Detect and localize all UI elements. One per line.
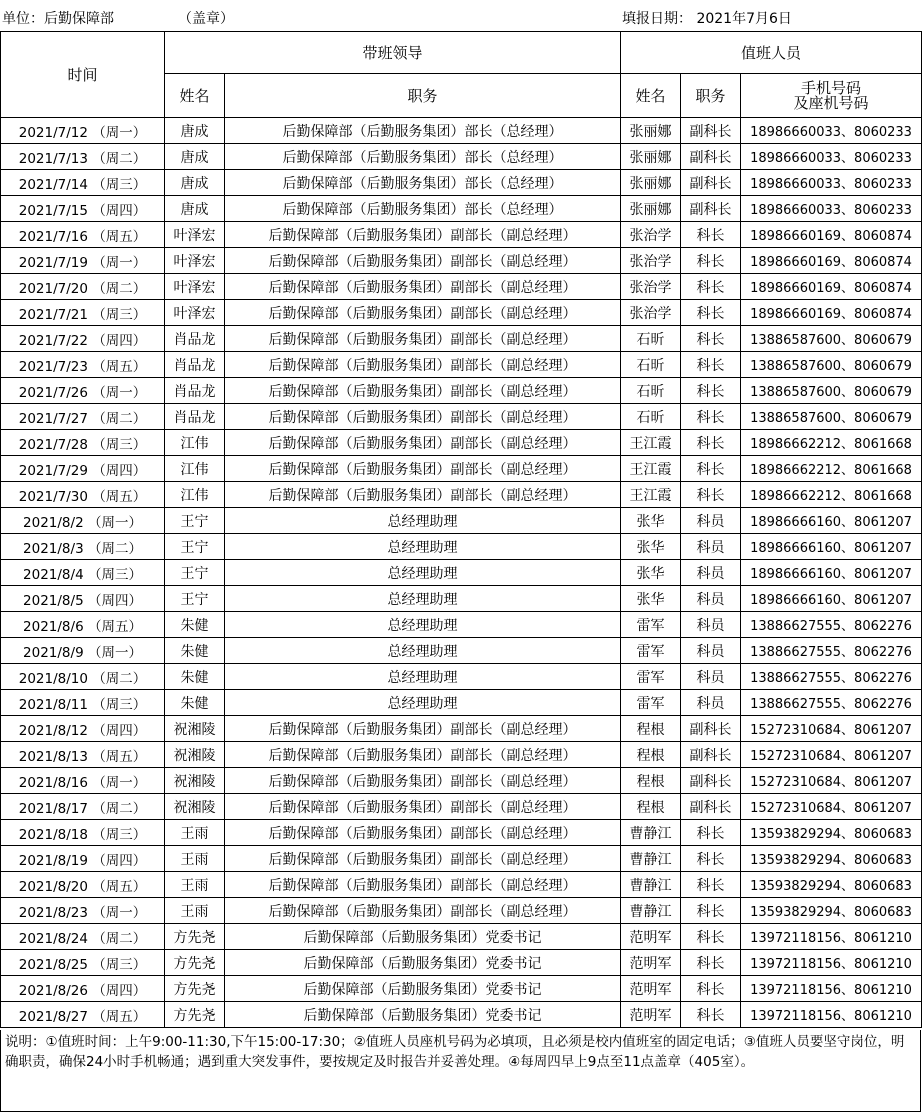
leader-name: 江伟 [165, 482, 225, 508]
staff-phone: 18986660169、8060874 [741, 300, 922, 326]
duty-date: 2021/8/20 （周五） [1, 872, 165, 898]
leader-title: 后勤保障部（后勤服务集团）副部长（副总经理） [225, 248, 621, 274]
table-row [1, 482, 922, 508]
leader-title: 后勤保障部（后勤服务集团）副部长（副总经理） [225, 404, 621, 430]
duty-date: 2021/7/13 （周二） [1, 144, 165, 170]
staff-title: 副科长 [681, 196, 741, 222]
leader-title: 后勤保障部（后勤服务集团）副部长（副总经理） [225, 326, 621, 352]
table-row [1, 690, 922, 716]
staff-title: 副科长 [681, 118, 741, 144]
table-row [1, 924, 922, 950]
staff-name: 程根 [621, 742, 681, 768]
staff-phone-header [741, 74, 922, 118]
staff-title: 科员 [681, 690, 741, 716]
table-row [1, 144, 922, 170]
leader-name: 王雨 [165, 898, 225, 924]
staff-phone: 13886587600、8060679 [741, 404, 922, 430]
table-row [1, 300, 922, 326]
staff-phone: 18986660169、8060874 [741, 248, 922, 274]
staff-name: 石昕 [621, 404, 681, 430]
table-row [1, 326, 922, 352]
leader-group-header: 带班领导 [165, 32, 621, 74]
leader-name-header: 姓名 [165, 74, 225, 118]
staff-phone: 13972118156、8061210 [741, 976, 922, 1002]
leader-title: 后勤保障部（后勤服务集团）副部长（副总经理） [225, 482, 621, 508]
staff-phone: 18986666160、8061207 [741, 560, 922, 586]
leader-title: 总经理助理 [225, 690, 621, 716]
duty-date: 2021/8/27 （周五） [1, 1002, 165, 1028]
staff-name: 张华 [621, 508, 681, 534]
table-row [1, 196, 922, 222]
staff-title: 副科长 [681, 716, 741, 742]
staff-phone: 13886587600、8060679 [741, 378, 922, 404]
duty-date: 2021/8/10 （周二） [1, 664, 165, 690]
duty-date: 2021/8/9 （周一） [1, 638, 165, 664]
leader-title: 后勤保障部（后勤服务集团）部长（总经理） [225, 196, 621, 222]
staff-title: 科长 [681, 274, 741, 300]
leader-name: 祝湘陵 [165, 742, 225, 768]
table-row [1, 378, 922, 404]
staff-name: 张丽娜 [621, 118, 681, 144]
table-row [1, 430, 922, 456]
staff-name: 石昕 [621, 378, 681, 404]
leader-name: 祝湘陵 [165, 768, 225, 794]
staff-phone: 13886627555、8062276 [741, 664, 922, 690]
duty-date: 2021/7/16 （周五） [1, 222, 165, 248]
staff-name: 张华 [621, 586, 681, 612]
table-row [1, 820, 922, 846]
duty-date: 2021/8/5 （周四） [1, 586, 165, 612]
staff-phone: 18986660169、8060874 [741, 274, 922, 300]
leader-title: 后勤保障部（后勤服务集团）部长（总经理） [225, 118, 621, 144]
duty-date: 2021/8/3 （周二） [1, 534, 165, 560]
staff-phone: 13886587600、8060679 [741, 326, 922, 352]
staff-title: 科长 [681, 976, 741, 1002]
duty-date: 2021/8/25 （周三） [1, 950, 165, 976]
staff-name: 范明军 [621, 1002, 681, 1028]
fill-date: 填报日期： 2021年7月6日 [622, 11, 792, 27]
duty-date: 2021/7/23 （周五） [1, 352, 165, 378]
leader-name: 唐成 [165, 118, 225, 144]
leader-title: 后勤保障部（后勤服务集团）党委书记 [225, 976, 621, 1002]
staff-phone: 18986666160、8061207 [741, 586, 922, 612]
duty-date: 2021/8/12 （周四） [1, 716, 165, 742]
staff-name: 石昕 [621, 326, 681, 352]
staff-phone: 18986660033、8060233 [741, 144, 922, 170]
duty-date: 2021/7/12 （周一） [1, 118, 165, 144]
staff-name: 程根 [621, 716, 681, 742]
duty-date: 2021/8/17 （周二） [1, 794, 165, 820]
staff-name: 王江霞 [621, 456, 681, 482]
table-row [1, 794, 922, 820]
staff-name: 曹静江 [621, 820, 681, 846]
leader-name: 王宁 [165, 586, 225, 612]
staff-name: 张华 [621, 534, 681, 560]
leader-name: 方先尧 [165, 976, 225, 1002]
header-line [0, 0, 922, 32]
leader-title: 后勤保障部（后勤服务集团）副部长（副总经理） [225, 352, 621, 378]
table-row [1, 742, 922, 768]
staff-phone: 13886587600、8060679 [741, 352, 922, 378]
duty-date: 2021/8/11 （周三） [1, 690, 165, 716]
staff-name: 张丽娜 [621, 196, 681, 222]
staff-title: 科长 [681, 924, 741, 950]
duty-date: 2021/8/18 （周三） [1, 820, 165, 846]
staff-name: 曹静江 [621, 846, 681, 872]
duty-date: 2021/8/19 （周四） [1, 846, 165, 872]
staff-title: 科员 [681, 638, 741, 664]
leader-name: 朱健 [165, 612, 225, 638]
staff-phone: 13593829294、8060683 [741, 820, 922, 846]
leader-title: 后勤保障部（后勤服务集团）部长（总经理） [225, 144, 621, 170]
leader-title: 后勤保障部（后勤服务集团）党委书记 [225, 924, 621, 950]
staff-phone: 13886627555、8062276 [741, 612, 922, 638]
leader-title: 总经理助理 [225, 508, 621, 534]
leader-name: 王宁 [165, 560, 225, 586]
staff-title: 科员 [681, 560, 741, 586]
table-row [1, 976, 922, 1002]
staff-phone: 13593829294、8060683 [741, 846, 922, 872]
leader-name: 肖品龙 [165, 326, 225, 352]
staff-phone: 15272310684、8061207 [741, 794, 922, 820]
table-row [1, 508, 922, 534]
staff-name: 范明军 [621, 950, 681, 976]
leader-name: 方先尧 [165, 924, 225, 950]
duty-date: 2021/8/2 （周一） [1, 508, 165, 534]
staff-phone: 18986666160、8061207 [741, 508, 922, 534]
table-row [1, 170, 922, 196]
leader-title: 后勤保障部（后勤服务集团）党委书记 [225, 950, 621, 976]
staff-name: 王江霞 [621, 482, 681, 508]
staff-name: 雷军 [621, 664, 681, 690]
staff-name: 张治学 [621, 300, 681, 326]
leader-name: 肖品龙 [165, 378, 225, 404]
staff-phone: 13972118156、8061210 [741, 950, 922, 976]
staff-title: 科长 [681, 456, 741, 482]
leader-title: 后勤保障部（后勤服务集团）副部长（副总经理） [225, 742, 621, 768]
staff-group-header: 值班人员 [621, 32, 922, 74]
leader-name: 唐成 [165, 196, 225, 222]
leader-title: 后勤保障部（后勤服务集团）副部长（副总经理） [225, 378, 621, 404]
table-row [1, 586, 922, 612]
leader-title: 总经理助理 [225, 560, 621, 586]
staff-name: 石昕 [621, 352, 681, 378]
duty-date: 2021/7/21 （周三） [1, 300, 165, 326]
staff-name-header: 姓名 [621, 74, 681, 118]
leader-title: 后勤保障部（后勤服务集团）副部长（副总经理） [225, 222, 621, 248]
leader-title: 后勤保障部（后勤服务集团）副部长（副总经理） [225, 430, 621, 456]
leader-name: 王雨 [165, 820, 225, 846]
leader-name: 王宁 [165, 508, 225, 534]
staff-title: 科员 [681, 664, 741, 690]
staff-title: 副科长 [681, 170, 741, 196]
leader-name: 唐成 [165, 170, 225, 196]
staff-title: 副科长 [681, 794, 741, 820]
staff-title: 科长 [681, 378, 741, 404]
staff-phone: 18986662212、8061668 [741, 430, 922, 456]
staff-phone: 13886627555、8062276 [741, 638, 922, 664]
table-row [1, 118, 922, 144]
table-row [1, 872, 922, 898]
staff-phone: 15272310684、8061207 [741, 768, 922, 794]
leader-title: 总经理助理 [225, 534, 621, 560]
leader-title: 后勤保障部（后勤服务集团）副部长（副总经理） [225, 898, 621, 924]
leader-title: 后勤保障部（后勤服务集团）副部长（副总经理） [225, 872, 621, 898]
staff-phone: 18986660033、8060233 [741, 196, 922, 222]
leader-title-header: 职务 [225, 74, 621, 118]
duty-date: 2021/7/28 （周三） [1, 430, 165, 456]
duty-date: 2021/7/29 （周四） [1, 456, 165, 482]
table-row [1, 898, 922, 924]
leader-name: 朱健 [165, 690, 225, 716]
staff-phone: 13972118156、8061210 [741, 924, 922, 950]
leader-title: 总经理助理 [225, 638, 621, 664]
leader-name: 朱健 [165, 638, 225, 664]
leader-title: 后勤保障部（后勤服务集团）党委书记 [225, 1002, 621, 1028]
staff-phone: 18986662212、8061668 [741, 482, 922, 508]
staff-title: 副科长 [681, 768, 741, 794]
staff-phone: 18986666160、8061207 [741, 534, 922, 560]
table-row [1, 612, 922, 638]
leader-title: 后勤保障部（后勤服务集团）副部长（副总经理） [225, 456, 621, 482]
leader-name: 叶泽宏 [165, 300, 225, 326]
staff-phone: 18986662212、8061668 [741, 456, 922, 482]
staff-name: 雷军 [621, 638, 681, 664]
staff-name: 曹静江 [621, 898, 681, 924]
duty-date: 2021/7/20 （周二） [1, 274, 165, 300]
unit-label: 单位：后勤保障部 [2, 11, 114, 27]
leader-name: 王宁 [165, 534, 225, 560]
staff-title: 科员 [681, 508, 741, 534]
staff-title: 科长 [681, 482, 741, 508]
leader-title: 后勤保障部（后勤服务集团）副部长（副总经理） [225, 716, 621, 742]
staff-title: 副科长 [681, 742, 741, 768]
leader-title: 后勤保障部（后勤服务集团）副部长（副总经理） [225, 794, 621, 820]
table-row [1, 846, 922, 872]
leader-name: 叶泽宏 [165, 222, 225, 248]
leader-name: 肖品龙 [165, 404, 225, 430]
staff-title-header: 职务 [681, 74, 741, 118]
table-row [1, 1002, 922, 1028]
staff-title: 科长 [681, 950, 741, 976]
leader-title: 总经理助理 [225, 664, 621, 690]
staff-title: 科长 [681, 430, 741, 456]
staff-name: 张治学 [621, 274, 681, 300]
leader-title: 后勤保障部（后勤服务集团）副部长（副总经理） [225, 768, 621, 794]
duty-date: 2021/7/19 （周一） [1, 248, 165, 274]
leader-title: 总经理助理 [225, 612, 621, 638]
staff-phone: 13886627555、8062276 [741, 690, 922, 716]
leader-name: 叶泽宏 [165, 248, 225, 274]
leader-name: 江伟 [165, 456, 225, 482]
leader-title: 后勤保障部（后勤服务集团）副部长（副总经理） [225, 846, 621, 872]
staff-title: 科长 [681, 222, 741, 248]
leader-title: 后勤保障部（后勤服务集团）副部长（副总经理） [225, 300, 621, 326]
staff-title: 副科长 [681, 144, 741, 170]
table-row [1, 664, 922, 690]
leader-name: 王雨 [165, 846, 225, 872]
staff-title: 科长 [681, 898, 741, 924]
table-row [1, 274, 922, 300]
table-row [1, 560, 922, 586]
staff-name: 雷军 [621, 612, 681, 638]
staff-name: 曹静江 [621, 872, 681, 898]
staff-title: 科长 [681, 352, 741, 378]
leader-name: 王雨 [165, 872, 225, 898]
staff-name: 王江霞 [621, 430, 681, 456]
table-row [1, 222, 922, 248]
duty-date: 2021/8/13 （周五） [1, 742, 165, 768]
table-row [1, 638, 922, 664]
staff-name: 张治学 [621, 222, 681, 248]
duty-date: 2021/8/4 （周三） [1, 560, 165, 586]
staff-phone: 15272310684、8061207 [741, 716, 922, 742]
staff-title: 科长 [681, 404, 741, 430]
staff-title: 科员 [681, 586, 741, 612]
phone-header-line1: 手机号码 [801, 78, 862, 97]
table-row [1, 456, 922, 482]
staff-title: 科长 [681, 846, 741, 872]
leader-title: 后勤保障部（后勤服务集团）副部长（副总经理） [225, 820, 621, 846]
staff-title: 科员 [681, 612, 741, 638]
staff-name: 范明军 [621, 924, 681, 950]
duty-date: 2021/7/14 （周三） [1, 170, 165, 196]
leader-name: 江伟 [165, 430, 225, 456]
duty-date: 2021/8/24 （周二） [1, 924, 165, 950]
staff-name: 张华 [621, 560, 681, 586]
staff-name: 张治学 [621, 248, 681, 274]
leader-name: 唐成 [165, 144, 225, 170]
leader-name: 方先尧 [165, 1002, 225, 1028]
time-header: 时间 [1, 32, 165, 118]
duty-date: 2021/7/30 （周五） [1, 482, 165, 508]
phone-header-line2: 及座机号码 [793, 93, 869, 112]
duty-date: 2021/8/23 （周一） [1, 898, 165, 924]
duty-date: 2021/7/27 （周二） [1, 404, 165, 430]
staff-title: 科长 [681, 820, 741, 846]
staff-phone: 13972118156、8061210 [741, 1002, 922, 1028]
leader-title: 后勤保障部（后勤服务集团）部长（总经理） [225, 170, 621, 196]
staff-name: 程根 [621, 794, 681, 820]
staff-title: 科长 [681, 1002, 741, 1028]
staff-name: 张丽娜 [621, 144, 681, 170]
staff-phone: 13593829294、8060683 [741, 872, 922, 898]
staff-phone: 18986660169、8060874 [741, 222, 922, 248]
staff-name: 程根 [621, 768, 681, 794]
staff-name: 雷军 [621, 690, 681, 716]
leader-title: 总经理助理 [225, 586, 621, 612]
table-row [1, 404, 922, 430]
duty-date: 2021/8/6 （周五） [1, 612, 165, 638]
staff-name: 范明军 [621, 976, 681, 1002]
leader-name: 肖品龙 [165, 352, 225, 378]
leader-name: 朱健 [165, 664, 225, 690]
staff-title: 科长 [681, 248, 741, 274]
duty-date: 2021/8/16 （周一） [1, 768, 165, 794]
staff-title: 科员 [681, 534, 741, 560]
seal-label: （盖章） [178, 11, 234, 27]
table-row [1, 768, 922, 794]
leader-name: 叶泽宏 [165, 274, 225, 300]
staff-title: 科长 [681, 872, 741, 898]
table-row [1, 248, 922, 274]
staff-title: 科长 [681, 326, 741, 352]
duty-date: 2021/8/26 （周四） [1, 976, 165, 1002]
notes: 说明：①值班时间：上午9:00-11:30,下午15:00-17:30；②值班人员座机号码为必填项，且必须是校内值班室的固定电话；③值班人员要坚守岗位，明确职责，确保24小时手机畅通；遇到重大突发事件，要按规定及时报告并妥善处理。④每周四早上9点至11点盖章（405室）。 [0, 1030, 921, 1112]
leader-name: 祝湘陵 [165, 794, 225, 820]
duty-date: 2021/7/15 （周四） [1, 196, 165, 222]
duty-date: 2021/7/22 （周四） [1, 326, 165, 352]
roster-body [1, 118, 922, 1028]
staff-phone: 18986660033、8060233 [741, 118, 922, 144]
roster-table [0, 31, 922, 1028]
staff-phone: 18986660033、8060233 [741, 170, 922, 196]
duty-date: 2021/7/26 （周一） [1, 378, 165, 404]
table-row [1, 950, 922, 976]
leader-name: 方先尧 [165, 950, 225, 976]
table-row [1, 352, 922, 378]
staff-phone: 15272310684、8061207 [741, 742, 922, 768]
leader-name: 祝湘陵 [165, 716, 225, 742]
leader-title: 后勤保障部（后勤服务集团）副部长（副总经理） [225, 274, 621, 300]
staff-title: 科长 [681, 300, 741, 326]
staff-name: 张丽娜 [621, 170, 681, 196]
staff-phone: 13593829294、8060683 [741, 898, 922, 924]
table-row [1, 716, 922, 742]
table-row [1, 534, 922, 560]
